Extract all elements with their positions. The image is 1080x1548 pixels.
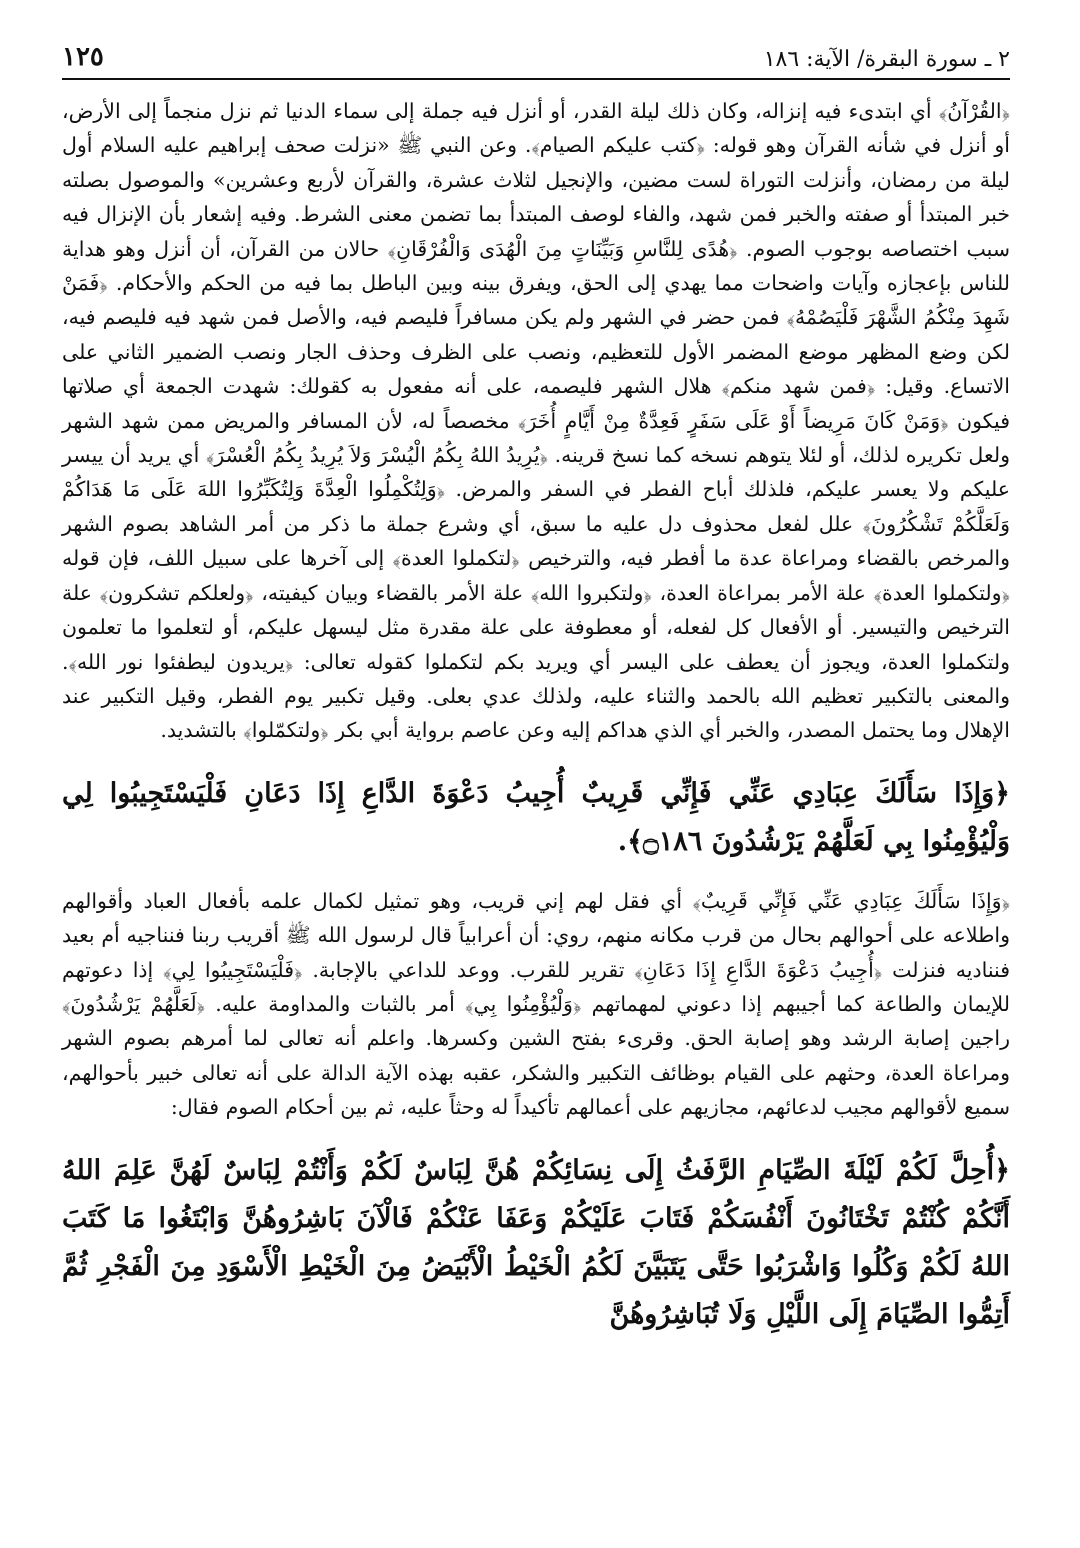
surah-reference: ٢ ـ سورة البقرة/ الآية: ١٨٦ [763,47,1010,72]
spacer [62,866,1010,884]
commentary-paragraph-2: ﴿وَإِذَا سَأَلَكَ عِبَادِي عَنِّي فَإِنِّي قَرِيبٌ﴾ أي فقل لهم إني قريب، وهو تمثيل لكمال علمه بأفعال العباد وأقوالهم واطلاعه على أحوالهم بحال من قرب مكانه منهم، روي: أن أعرابياً قال لرسول الله ﷺ أقريب ربنا فنناجيه أم بعيد فنناديه فنزلت ﴿أُجِيبُ دَعْوَةَ الدَّاعِ إِذَا دَعَانِ﴾ تقرير للقرب. ووعد للداعي بالإجابة. ﴿فَلْيَسْتَجِيبُوا لِي﴾ إذا دعوتهم للإيمان والطاعة كما أجيبهم إذا دعوني لمهماتهم ﴿وَلْيُؤْمِنُوا بِي﴾ أمر بالثبات والمداومة عليه. ﴿لَعَلَّهُمْ يَرْشُدُونَ﴾ راجين إصابة الرشد وهو إصابة الحق. وقرىء بفتح الشين وكسرها. واعلم أنه تعالى لما أمرهم بصوم الشهر ومراعاة العدة، وحثهم على القيام بوظائف التكبير والشكر، عقبه بهذه الآية الدالة على أنه تعالى خبير بأحوالهم، سميع لأقوالهم مجيب لدعائهم، مجازيهم على أعمالهم تأكيداً له وحثاً عليه، ثم بين أحكام الصوم فقال: [62,888,1010,1120]
quran-verse-187: ﴿أُحِلَّ لَكُمْ لَيْلَةَ الصِّيَامِ الرَّفَثُ إِلَى نِسَائِكُمْ هُنَّ لِبَاسٌ لَكُمْ وَأَنْتُمْ لِبَاسٌ لَهُنَّ عَلِمَ اللهُ أَنَّكُمْ كُنْتُمْ تَخْتَانُونَ أَنْفُسَكُمْ فَتَابَ عَلَيْكُمْ وَعَفَا عَنْكُمْ فَالْآنَ بَاشِرُوهُنَّ وَابْتَغُوا مَا كَتَبَ اللهُ لَكُمْ وَكُلُوا وَاشْرَبُوا حَتَّى يَتَبَيَّنَ لَكُمُ الْخَيْطُ الْأَبْيَضُ مِنَ الْخَيْطِ الْأَسْوَدِ مِنَ الْفَجْرِ ثُمَّ أَتِمُّوا الصِّيَامَ إِلَى اللَّيْلِ وَلَا تُبَاشِرُوهُنَّ [62,1154,1010,1330]
page-header [62,36,1010,80]
spacer [62,1125,1010,1147]
spacer [62,748,1010,770]
commentary-paragraph-1: ﴿القُرْآنُ﴾ أي ابتدىء فيه إنزاله، وكان ذلك ليلة القدر، أو أنزل فيه جملة إلى سماء الدنيا ثم نزل منجماً إلى الأرض، أو أنزل في شأنه القرآن وهو قوله: ﴿كتب عليكم الصيام﴾. وعن النبي ﷺ «نزلت صحف إبراهيم عليه السلام أول ليلة من رمضان، وأنزلت التوراة لست مضين، والإنجيل لثلاث عشرة، والقرآن لأربع وعشرين» والموصول بصلته خبر المبتدأ أو صفته والخبر فمن شهد، والفاء لوصف المبتدأ بما تضمن معنى الشرط. وفيه إشعار بأن الإنزال فيه سبب اختصاصه بوجوب الصوم. ﴿هُدًى لِلنَّاسِ وَبَيِّنَاتٍ مِنَ الْهُدَى وَالْفُرْقَانِ﴾ حالان من القرآن، أن أنزل وهو هداية للناس بإعجازه وآيات واضحات مما يهدي إلى الحق، ويفرق بينه وبين الباطل بما فيه من الحكم والأحكام. ﴿فَمَنْ شَهِدَ مِنْكُمُ الشَّهْرَ فَلْيَصُمْهُ﴾ فمن حضر في الشهر ولم يكن مسافراً فليصم فيه، والأصل فمن شهد فيه فليصم فيه، لكن وضع المظهر موضع المضمر الأول للتعظيم، ونصب على الظرف وحذف الجار ونصب الضمير الثاني على الاتساع. وقيل: ﴿فمن شهد منكم﴾ هلال الشهر فليصمه، على أنه مفعول به كقولك: شهدت الجمعة أي صلاتها فيكون ﴿وَمَنْ كَانَ مَرِيضاً أَوْ عَلَى سَفَرٍ فَعِدَّةٌ مِنْ أَيَّامٍ أُخَرَ﴾ مخصصاً له، لأن المسافر والمريض ممن شهد الشهر ولعل تكريره لذلك، أو لئلا يتوهم نسخه كما نسخ قرينه. ﴿يُرِيدُ اللهُ بِكُمُ الْيُسْرَ وَلاَ يُرِيدُ بِكُمُ الْعُسْرَ﴾ أي يريد أن ييسر عليكم ولا يعسر عليكم، فلذلك أباح الفطر في السفر والمرض. ﴿وَلِتُكْمِلُوا الْعِدَّةَ وَلِتُكَبِّرُوا اللهَ عَلَى مَا هَدَاكُمْ وَلَعَلَّكُمْ تَشْكُرُونَ﴾ علل لفعل محذوف دل عليه ما سبق، أي وشرع جملة ما ذكر من أمر الشاهد بصوم الشهر والمرخص بالقضاء ومراعاة عدة ما أفطر فيه، والترخيص ﴿لتكملوا العدة﴾ إلى آخرها على سبيل اللف، فإن قوله ﴿ولتكملوا العدة﴾ علة الأمر بمراعاة العدة، ﴿ولتكبروا الله﴾ علة الأمر بالقضاء وبيان كيفيته، ﴿ولعلكم تشكرون﴾ علة الترخيص والتيسير. أو الأفعال كل لفعله، أو معطوفة على علة مقدرة مثل ليسهل عليكم، أو لتعلموا ما تعلمون ولتكملوا العدة، ويجوز أن يعطف على اليسر أي ويريد بكم لتكملوا كقوله تعالى: ﴿يريدون ليطفئوا نور الله﴾. والمعنى بالتكبير تعظيم الله بالحمد والثناء عليه، ولذلك عدي بعلى. وقيل تكبير يوم الفطر، وقيل التكبير عند الإهلال وما يحتمل المصدر، والخبر أي الذي هداكم إليه وعن عاصم برواية أبي بكر ﴿ولتكمّلوا﴾ بالتشديد. [62,99,1010,743]
page-number: ١٢٥ [62,42,104,72]
quran-verse-186: ﴿وَإِذَا سَأَلَكَ عِبَادِي عَنِّي فَإِنِّي قَرِيبٌ أُجِيبُ دَعْوَةَ الدَّاعِ إِذَا دَعَانِ فَلْيَسْتَجِيبُوا لِي وَلْيُؤْمِنُوا بِي لَعَلَّهُمْ يَرْشُدُونَ ۝١٨٦﴾. [62,777,1010,857]
